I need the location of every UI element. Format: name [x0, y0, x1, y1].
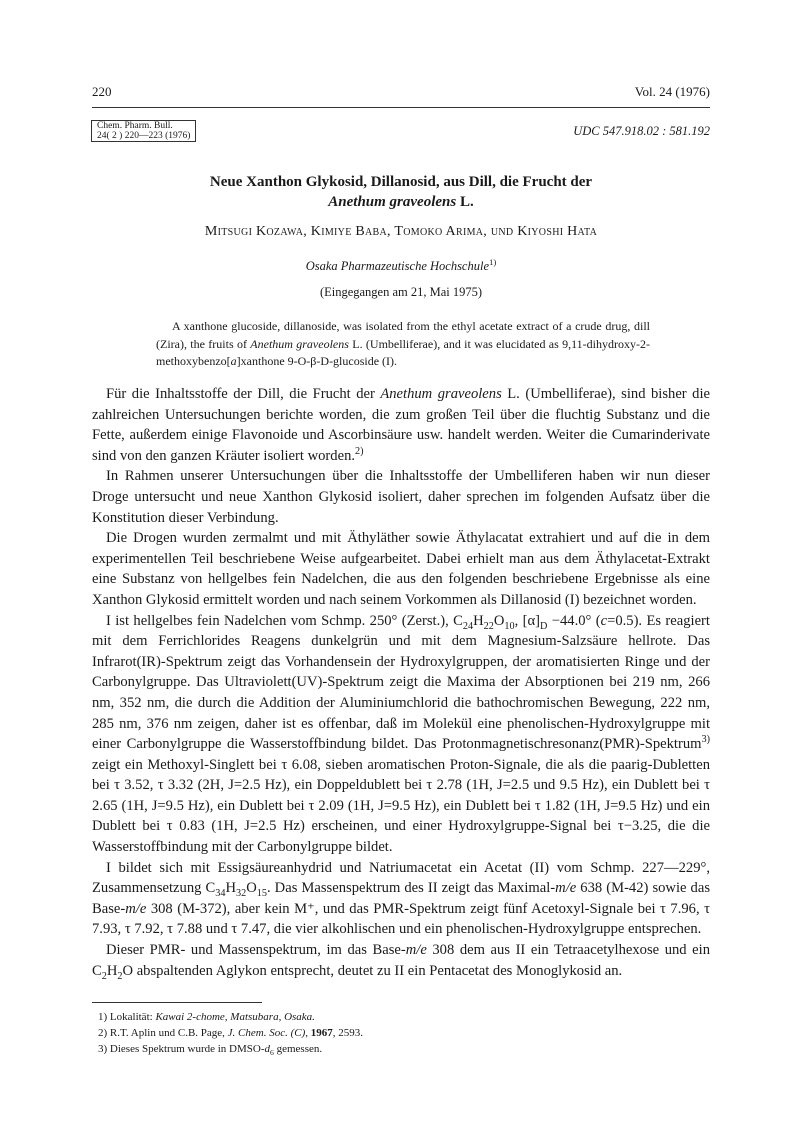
paragraph: I bildet sich mit Essigsäureanhydrid und Natriumacetat ein Acetat (II) vom Schmp. 227—229°, Zusammensetzung $C_{34}H_{32}O_{15}$. Das Massenspektrum des II zeigt das Maximal-m/e 638 (M-42) sowie das Base-m/e 308 (M-372), aber kein M⁺, und das PMR-Spektrum zeigt fünf Acetoxyl-Signale bei τ 7.96, τ 7.93, τ 7.92, τ 7.88 und τ 7.47, die vier alkohlischen und ein phenolischen-Hydroxylgruppe entsprechen. [92, 859, 710, 938]
citation-journal: Chem. Pharm. Bull. [97, 121, 173, 131]
abstract: A xanthone glucoside, dillanoside, was isolated from the ethyl acetate extract of a crude drug, dill (Zira), the fruits of Anethum graveolens L. (Umbelliferae), and it was elucidated as 9,11-dihydroxy-2-methoxybenzo[a]xanthone 9-O-β-D-glucoside (I). [156, 319, 650, 368]
paragraph: Dieser PMR- und Massenspektrum, im das Base-m/e 308 dem aus II ein Tetraacetylhexose und ein $C_2H_2O$ abspaltenden Aglykon entsprecht, deutet zu II ein Pentacetat des Monoglykosid an. [92, 942, 710, 982]
footnote-3: 3) Dieses Spektrum wurde in DMSO-$d_6$ gemessen. [98, 1043, 323, 1058]
paragraph: In Rahmen unserer Untersuchungen über die Inhaltsstoffe der Umbelliferen haben wir nun dieser Droge untersucht und neue Xanthon Glykosid isoliert, daher sprechen im folgenden Aufsatz über die Konstitution dieser Verbindung. [92, 468, 710, 526]
paragraph: I ist hellgelbes fein Nadelchen vom Schmp. 250° (Zerst.), $C_{24}H_{22}O_{10}$, $[\alpha]_D -44.0^\circ$ (c=0.5). Es reagiert mit dem Ferrichlorides Reagens dunkelgrün und mit dem Magnesium-Salzsäure hellrote. Das Infrarot(IR)-Spektrum zeigt das Vorhandensein der Hydroxylgruppen, der aromatisierten Ringe und der Carbonylgruppe. Das Ultraviolett(UV)-Spektrum zeigt die Maxima der Absorptionen bei 219 nm, 266 nm, 352 nm, die durch die Addition der Aluminiumchlorid die bathochromischen Bewegung, 222 nm, 285 nm, 376 nm zeigen, daher ist es offenbar, daß im Molekül eine phenolischen-Hydroxylgruppe mit einer Carbonylgruppe die Wasserstoffbindung bildet. Das Protonmagnetischresonanz(PMR)-Spektrum$^{3)}$ zeigt ein Methoxyl-Singlett bei τ 6.08, sieben aromatischen Proton-Signale, die als die paarig-Dubletten bei τ 3.52, τ 3.32 (2H, J=2.5 Hz), ein Doppeldublett bei τ 2.78 (1H, J=2.5 und 9.5 Hz), ein Dublett bei τ 2.65 (1H, J=9.5 Hz), ein Dublett bei τ 2.09 (1H, J=9.5 Hz), ein Dublett bei τ 1.82 (1H, J=9.5 Hz) und ein Dublett bei τ 0.83 (1H, J=2.5 Hz) erscheinen, und einer Hydroxylgruppe-Signal bei τ−3.25, die die Wasserstoffbindung mit der Carbonylgruppe bildet. [92, 612, 710, 856]
body-text [92, 384, 710, 981]
volume-label: Vol. 24 (1976) [634, 84, 710, 99]
footnotes [98, 1009, 710, 1057]
paragraph: Für die Inhaltsstoffe der Dill, die Frucht der Anethum graveolens L. (Umbelliferae), sind bisher die zahlreichen Untersuchungen berichte worden, die zum großen Teil über die fluchtig Substanz und die Fette, außerdem einige Flavonoide und Ascorbinsäure usw. handelt werden. Weiter die Cumarinderivate sind von den ganzen Kräuter isoliert worden.$^{2)}$ [92, 386, 710, 464]
footnote-rule [92, 1002, 262, 1003]
paper-title [92, 172, 710, 212]
header-rule [92, 107, 710, 108]
udc-code: UDC 547.918.02 : 581.192 [573, 124, 710, 138]
footnote-2: 2) R.T. Aplin und C.B. Page, J. Chem. Soc. (C), 1967, 2593. [98, 1027, 364, 1039]
author-list: Mitsugi Kozawa, Kimiye Baba, Tomoko Arima, und Kiyoshi Hata [204, 224, 598, 239]
title-line-2: Anethum graveolens L. [328, 194, 474, 210]
paragraph: Die Drogen wurden zermalmt und mit Äthyläther sowie Äthylacatat extrahiert und auf die in dem experimentellen Teil beschriebene Weise aufgearbeitet. Dabei erhielt man aus dem Äthylacetat-Extrakt eine Substanz von hellgelbes fein Nadelchen, die aus den folgenden beschriebene Ergebnisse als eine Xanthon Glykosid ermittelt worden und nach seinem Vorkommen als Dillanosid (I) bezeichnet worden. [92, 530, 710, 608]
page-number: 220 [92, 84, 112, 99]
journal-citation [92, 120, 195, 142]
footnote-1: 1) Lokalität: Kawai 2-chome, Matsubara, Osaka. [98, 1011, 315, 1023]
title-line-1: Neue Xanthon Glykosid, Dillanosid, aus Dill, die Frucht der [209, 174, 593, 190]
affiliation: Osaka Pharmazeutische Hochschule$^{1)}$ [305, 256, 497, 273]
received-date: (Eingegangen am 21, Mai 1975) [319, 285, 483, 299]
footnote-ref: 1) [489, 256, 497, 267]
citation-issue: 24( 2 ) 220—223 (1976) [97, 131, 191, 141]
